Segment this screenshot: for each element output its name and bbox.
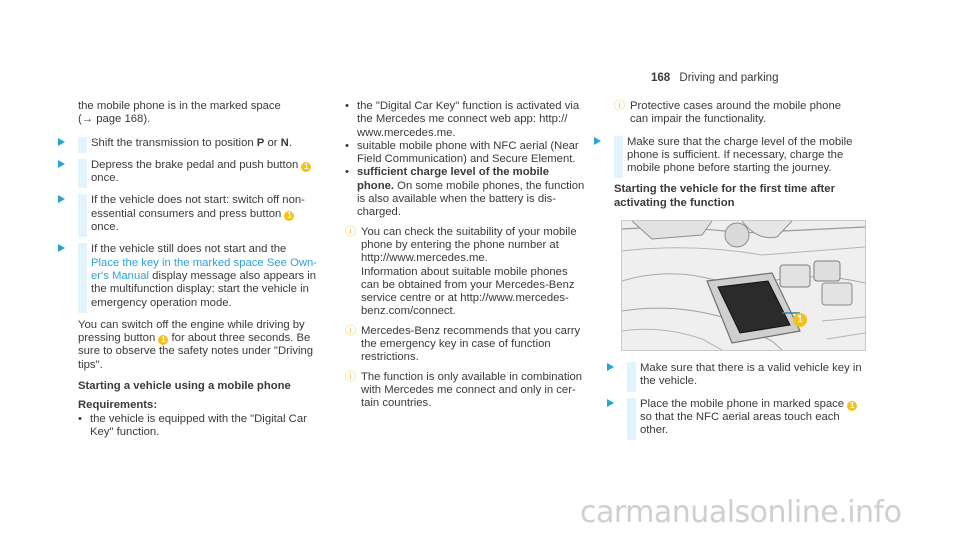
section-title: Driving and parking	[679, 72, 779, 84]
step-text: other.	[640, 424, 669, 437]
para-line: You can switch off the engine while driving by	[78, 318, 305, 331]
note-text: The function is only available in combination	[361, 370, 583, 383]
center-console-drawing	[622, 221, 865, 350]
step-text: mobile phone before starting the journey.	[627, 162, 832, 175]
info-note	[614, 100, 876, 127]
display-message-link[interactable]: er's Manual	[91, 269, 150, 282]
step-bar	[614, 136, 623, 179]
bullet-text-bold: phone.	[357, 179, 395, 192]
step-text: If the vehicle still does not start and the	[91, 243, 287, 256]
step-arrow-icon	[58, 244, 65, 252]
step-text: once.	[91, 221, 119, 234]
step-text: If the vehicle does not start: switch off non-	[91, 194, 305, 207]
bullet-text: is also available when the battery is dis-	[357, 193, 557, 206]
callout-badge-icon: 1	[301, 162, 311, 172]
step-text: .	[288, 136, 292, 149]
note-text: Protective cases around the mobile phone	[630, 100, 842, 112]
note-text: service centre or at http://www.mercedes-	[361, 292, 569, 305]
para-line: sure to observe the safety notes under "Driving	[78, 345, 314, 358]
bullet-text: charged.	[357, 206, 401, 219]
step-place-phone	[627, 398, 879, 438]
step-text: Depress the brake pedal and push button	[91, 158, 302, 171]
watermark: carmanualsonline.info	[580, 495, 902, 530]
bullet-text: the Mercedes me connect web app: http://	[357, 113, 568, 126]
column-right-lower	[627, 362, 879, 446]
note-text: can be obtained from your Mercedes-Benz	[361, 278, 575, 291]
requirement-item	[345, 140, 603, 167]
step-bar	[78, 243, 87, 312]
step-arrow-icon	[58, 138, 65, 146]
page-number: 168	[651, 72, 671, 84]
info-note	[345, 226, 603, 319]
callout-badge-icon: 1	[284, 211, 294, 221]
step-text: Make sure that there is a valid vehicle key in	[640, 362, 862, 374]
step-text: phone is sufficient. If necessary, charge the	[627, 148, 844, 161]
step-text: Make sure that the charge level of the mobile	[627, 135, 853, 148]
step-bar	[627, 362, 636, 392]
callout-badge-icon: 1	[158, 335, 168, 345]
callout-badge-icon: 1	[793, 313, 807, 327]
info-note-icon: ⓘ	[345, 324, 356, 337]
step-text: Shift the transmission to position	[91, 136, 257, 149]
intro-line: the mobile phone is in the marked space	[78, 100, 281, 112]
para-line: tips".	[78, 358, 103, 371]
column-right	[614, 100, 876, 216]
requirement-item	[345, 166, 603, 219]
console-illustration	[621, 220, 866, 351]
step-bar	[78, 159, 87, 189]
para-line: for about three seconds. Be	[168, 332, 311, 345]
gear-n-symbol: N	[280, 136, 289, 149]
info-note	[345, 371, 603, 411]
requirement-item	[78, 413, 326, 440]
page-header	[651, 72, 778, 85]
display-message-link[interactable]: Place the key in the marked space See Own-	[91, 256, 318, 269]
info-note-icon: ⓘ	[614, 100, 625, 112]
step-arrow-icon	[594, 137, 601, 145]
step-shift-transmission	[78, 137, 326, 150]
step-text: essential consumers and press button	[91, 207, 285, 220]
note-text: You can check the suitability of your mobile	[361, 225, 577, 238]
step-text: emergency operation mode.	[91, 296, 232, 309]
bullet-text: Field Communication) and Secure Element.	[357, 153, 576, 166]
bullet-text: www.mercedes.me.	[357, 126, 456, 139]
heading-line: Starting the vehicle for the first time after	[614, 183, 835, 196]
bullet-text: the "Digital Car Key" function is activated via	[357, 100, 580, 112]
bullet-text-bold: sufficient charge level of the mobile	[357, 166, 550, 179]
info-note-icon: ⓘ	[345, 225, 356, 238]
step-bar	[78, 194, 87, 237]
step-bar	[627, 398, 636, 441]
step-text: once.	[91, 172, 119, 185]
note-text: with Mercedes me connect and only in cer-	[361, 383, 576, 396]
step-text: the vehicle.	[640, 375, 698, 388]
note-text: tain countries.	[361, 397, 432, 410]
requirements-label: Requirements:	[78, 399, 158, 412]
body-paragraph	[78, 319, 326, 372]
step-valid-key	[627, 362, 879, 389]
note-text: can impair the functionality.	[630, 113, 767, 126]
info-note	[345, 325, 603, 365]
intro-text	[78, 100, 326, 127]
step-text: the multifunction display: start the vehicle in	[91, 283, 309, 296]
step-arrow-icon	[607, 399, 614, 407]
section-heading: Starting a vehicle using a mobile phone	[78, 380, 291, 393]
step-emergency-mode	[78, 243, 326, 309]
gear-p-symbol: P	[256, 136, 265, 149]
note-text: the emergency key in case of function	[361, 338, 551, 351]
step-arrow-icon	[58, 195, 65, 203]
step-arrow-icon	[58, 160, 65, 168]
step-text: display message also appears in	[149, 269, 317, 282]
bullet-text: suitable mobile phone with NFC aerial (Near	[357, 139, 579, 152]
step-push-button	[78, 159, 326, 186]
callout-badge-icon: 1	[847, 401, 857, 411]
step-charge-phone	[614, 136, 876, 176]
step-switch-off-consumers	[78, 194, 326, 234]
column-left	[78, 100, 326, 439]
note-text: Information about suitable mobile phones	[361, 265, 568, 278]
heading-line: activating the function	[614, 196, 735, 209]
info-note-icon: ⓘ	[345, 370, 356, 383]
para-line: pressing button	[78, 332, 159, 345]
page-link[interactable]: (→ page 168).	[78, 113, 151, 126]
column-middle	[345, 100, 603, 417]
step-text: so that the NFC aerial areas touch each	[640, 410, 840, 423]
bullet-text: Key" function.	[90, 425, 160, 438]
note-text: phone by entering the phone number at	[361, 238, 559, 251]
step-text: or	[264, 136, 281, 149]
note-text: Mercedes-Benz recommends that you carry	[361, 324, 581, 337]
step-bar	[78, 137, 87, 153]
note-text: benz.com/connect.	[361, 305, 456, 318]
bullet-text: On some mobile phones, the function	[394, 179, 585, 192]
bullet-text: the vehicle is equipped with the "Digital Car	[90, 412, 307, 425]
note-text: restrictions.	[361, 351, 419, 364]
step-arrow-icon	[607, 363, 614, 371]
step-text: Place the mobile phone in marked space	[640, 397, 848, 410]
note-text: http://www.mercedes.me.	[361, 252, 488, 265]
requirement-item	[345, 100, 603, 140]
section-heading	[614, 183, 876, 210]
